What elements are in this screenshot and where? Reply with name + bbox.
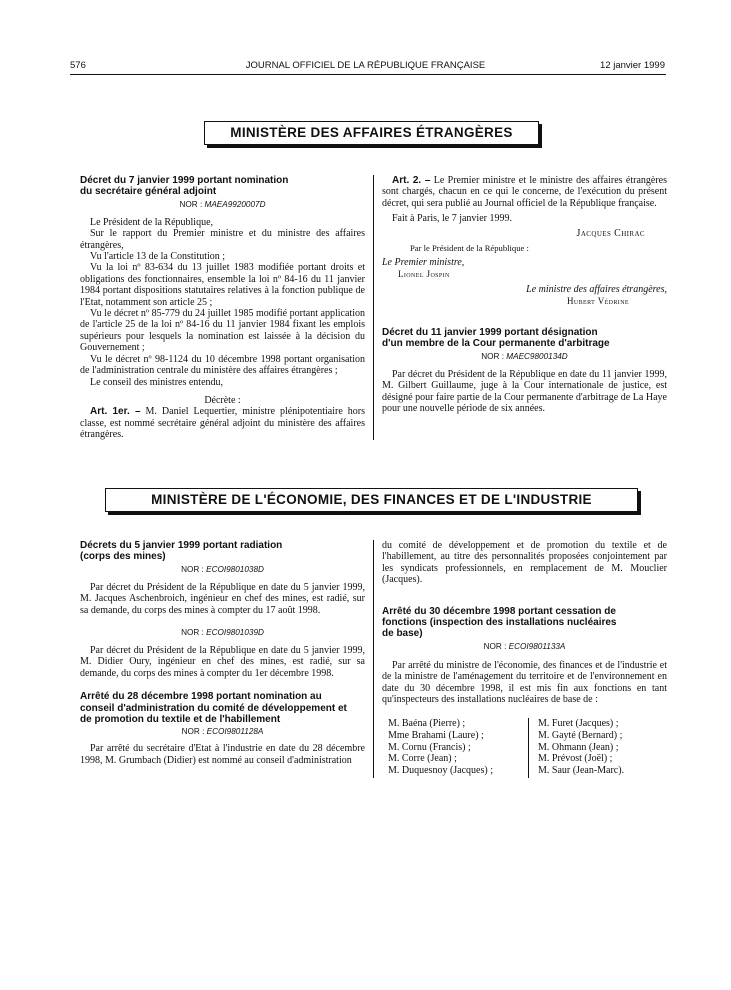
paragraph: du comité de développement et de promotion du textile et de l'habillement, au titre des personnalités proposées conjointement par les syndicats professionnels, en remplacement de M. Mouclier (Jacques). bbox=[382, 540, 667, 586]
nor-reference: NOR : ECOI9801039D bbox=[181, 628, 264, 638]
list-item: Mme Brahami (Laure) ; bbox=[388, 730, 484, 742]
paragraph: Par décret du Président de la République en date du 5 janvier 1999, M. Jacques Aschenbroich, ingénieur en chef des mines, est radié, sur sa demande, du corps des mines à compter du 17 août 1998. bbox=[80, 581, 365, 616]
decree-secretaire-general bbox=[80, 175, 365, 441]
signature-president: Jacques Chirac bbox=[576, 227, 645, 239]
paragraph: Par décret du Président de la République en date du 11 janvier 1999, M. Gilbert Guillaume, juge à la Cour internationale de justice, est désigné pour faire partie de la Cour permanente d'arbitrage de La Haye pour une nouvelle période de six années. bbox=[382, 368, 667, 415]
list-item: M. Cornu (Francis) ; bbox=[388, 741, 471, 753]
article-2: Art. 2. – Le Premier ministre et le ministre des affaires étrangères sont chargés, chacun en ce qui le concerne, de l'exécution du présent décret, qui sera publié au Journal officiel de la République française. bbox=[382, 175, 667, 209]
list-item: M. Saur (Jean-Marc). bbox=[538, 764, 625, 776]
inspectors-list bbox=[382, 718, 667, 778]
nor-reference: NOR : MAEA9920007D bbox=[179, 199, 266, 209]
fait-a-paris: Fait à Paris, le 7 janvier 1999. bbox=[392, 213, 512, 225]
header-rule bbox=[70, 74, 666, 75]
column-rule bbox=[373, 175, 374, 440]
ministry-heading-foreign-affairs: MINISTÈRE DES AFFAIRES ÉTRANGÈRES bbox=[204, 121, 539, 145]
arrete-title-line: conseil d'administration du comité de développement et bbox=[80, 702, 347, 714]
par-le-president: Par le Président de la République : bbox=[410, 243, 529, 254]
arrete-title-line: Arrêté du 30 décembre 1998 portant cessation de bbox=[382, 605, 616, 617]
paragraph: Sur le rapport du Premier ministre et du ministre des affaires étrangères, bbox=[80, 228, 365, 251]
paragraph: Vu le décret nº 98-1124 du 10 décembre 1998 portant organisation de l'administration centrale du ministère des affaires étrangères ; bbox=[80, 353, 365, 377]
issue-date: 12 janvier 1999 bbox=[600, 60, 665, 71]
decree-title-line: Décret du 11 janvier 1999 portant désignation bbox=[382, 327, 598, 339]
nor-reference: NOR : ECOI9801133A bbox=[483, 641, 566, 651]
names-left bbox=[388, 718, 493, 776]
arrete-title-line: de base) bbox=[382, 628, 423, 640]
pm-name: Lionel Jospin bbox=[398, 268, 450, 279]
names-right bbox=[538, 718, 624, 776]
nor-reference: NOR : MAEC9800134D bbox=[481, 351, 568, 361]
nor-reference: NOR : ECOI9801128A bbox=[181, 727, 264, 737]
journal-title: JOURNAL OFFICIEL DE LA RÉPUBLIQUE FRANÇAISE bbox=[245, 60, 486, 71]
ministry-heading-economy: MINISTÈRE DE L'ÉCONOMIE, DES FINANCES ET DE L'INDUSTRIE bbox=[105, 488, 638, 512]
mae-title: Le ministre des affaires étrangères, bbox=[526, 284, 667, 296]
paragraph: Vu l'article 13 de la Constitution ; bbox=[90, 251, 226, 263]
arrete-title-line: Arrêté du 28 décembre 1998 portant nomination au bbox=[80, 691, 322, 703]
arrete-title-line: de promotion du textile et de l'habillement bbox=[80, 714, 281, 726]
pm-title: Le Premier ministre, bbox=[382, 257, 465, 269]
list-item: M. Baéna (Pierre) ; bbox=[388, 718, 466, 730]
nor-reference: NOR : ECOI9801038D bbox=[181, 564, 264, 574]
list-item: M. Furet (Jacques) ; bbox=[538, 718, 619, 730]
list-item: M. Duquesnoy (Jacques) ; bbox=[388, 764, 493, 776]
arrete-title-line: fonctions (inspection des installations nucléaires bbox=[382, 617, 617, 629]
decree-title-line: d'un membre de la Cour permanente d'arbitrage bbox=[382, 338, 610, 350]
decree-title-line: Décrets du 5 janvier 1999 portant radiation bbox=[80, 540, 283, 551]
decree-title-line: Décret du 7 janvier 1999 portant nomination bbox=[80, 175, 289, 186]
decree-title-line: du secrétaire général adjoint bbox=[80, 186, 217, 198]
arrete-continuation bbox=[382, 540, 667, 778]
paragraph: Par arrêté du secrétaire d'Etat à l'industrie en date du 28 décembre 1998, M. Grumbach (Didier) est nommé au conseil d'administration bbox=[80, 743, 365, 766]
decree-continuation bbox=[382, 175, 667, 415]
paragraph: Vu la loi nº 83-634 du 13 juillet 1983 modifiée portant droits et obligations des fonctionnaires, ensemble la loi nº 84-16 du 11 janvier 1984 portant dispositions statutaires relatives à la fonction publique de l'Etat, notamment son article 25 ; bbox=[80, 262, 365, 308]
decrets-radiation bbox=[80, 540, 365, 766]
list-divider bbox=[528, 718, 529, 778]
mae-name: Hubert Védrine bbox=[567, 295, 629, 306]
paragraph: Vu le décret nº 85-779 du 24 juillet 1985 modifié portant application de l'article 25 de la loi nº 84-16 du 11 janvier 1984 fixant les emplois supérieurs pour lesquels la nomination est laissée à la décision du Gouvernement ; bbox=[80, 308, 365, 354]
paragraph: Par arrêté du ministre de l'économie, des finances et de l'industrie et de la ministre de l'aménagement du territoire et de l'environnement en date du 30 décembre 1998, il est mis fin aux fonctions en tant qu'inspecteurs des installations nucléaires de base de : bbox=[382, 659, 667, 706]
page-number: 576 bbox=[70, 60, 86, 71]
decree-title-line: (corps des mines) bbox=[80, 551, 166, 563]
paragraph: Le conseil des ministres entendu, bbox=[90, 376, 224, 388]
article-1: Art. 1er. – M. Daniel Lequertier, ministre plénipotentiaire hors classe, est nommé secrétaire général adjoint du ministère des affaires étrangères. bbox=[80, 406, 365, 441]
list-item: M. Gayté (Bernard) ; bbox=[538, 730, 623, 742]
list-item: M. Corre (Jean) ; bbox=[388, 753, 457, 765]
paragraph: Le Président de la République, bbox=[90, 216, 214, 228]
list-item: M. Prévost (Joël) ; bbox=[538, 753, 613, 765]
paragraph: Par décret du Président de la République en date du 5 janvier 1999, M. Didier Oury, ingénieur en chef des mines, est radié, sur sa demande, du corps des mines à compter du 1er décembre 1998. bbox=[80, 645, 365, 679]
decrete-label: Décrète : bbox=[204, 394, 241, 406]
column-rule bbox=[373, 540, 374, 778]
list-item: M. Ohmann (Jean) ; bbox=[538, 741, 619, 753]
